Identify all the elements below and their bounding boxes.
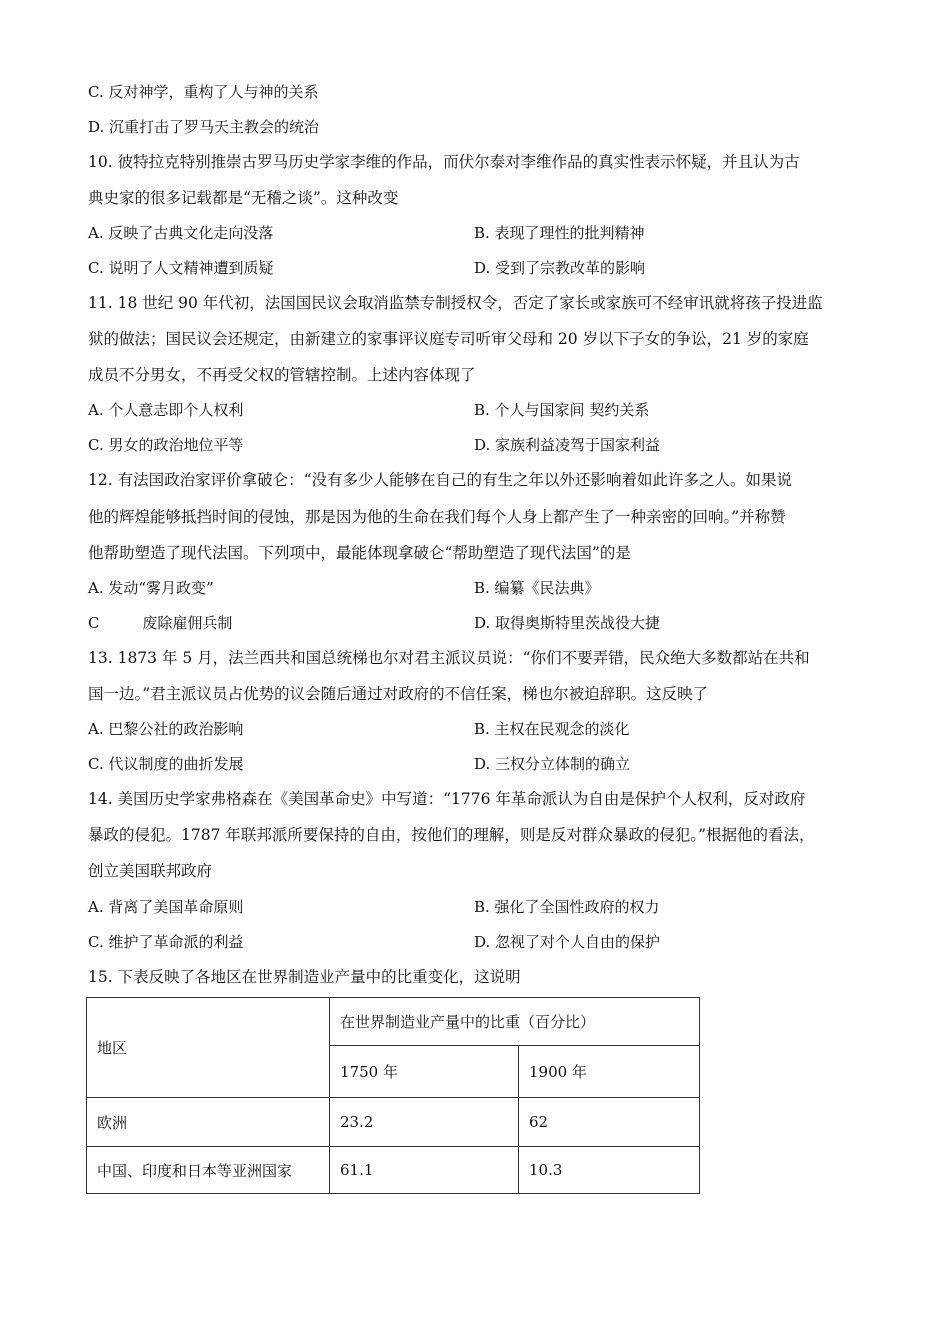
q14-option-a: A. 背离了美国革命原则	[88, 898, 244, 916]
q11-option-b: B. 个人与国家间 契约关系	[474, 401, 650, 419]
q12-stem-line-3: 他帮助塑造了现代法国。下列项中，最能体现拿破仑“帮助塑造了现代法国”的是	[88, 544, 631, 562]
manufacturing-share-table	[86, 997, 700, 1194]
q11-option-d: D. 家族利益凌驾于国家利益	[474, 436, 661, 454]
q10-option-b: B. 表现了理性的批判精神	[474, 224, 645, 242]
q14-stem-line-1: 14. 美国历史学家弗格森在《美国革命史》中写道：“1776 年革命派认为自由是保护个人权利，反对政府	[88, 790, 806, 808]
table-row	[87, 1098, 700, 1147]
header-share: 在世界制造业产量中的比重（百分比）	[330, 998, 700, 1046]
q11-stem-line-2: 狱的做法；国民议会还规定，由新建立的家事评议庭专司听审父母和 20 岁以下子女的争讼，21 岁的家庭	[88, 330, 809, 348]
table-header-row	[87, 998, 700, 1046]
q10-stem-line-2: 典史家的很多记载都是“无稽之谈”。这种改变	[88, 189, 399, 207]
value-1900-cell: 10.3	[519, 1147, 700, 1194]
header-year-1900: 1900 年	[519, 1046, 700, 1098]
q13-stem-line-2: 国一边。”君主派议员占优势的议会随后通过对政府的不信任案，梯也尔被迫辞职。这反映了	[88, 685, 709, 703]
q13-stem-line-1: 13. 1873 年 5 月，法兰西共和国总统梯也尔对君主派议员说：“你们不要弄错，民众绝大多数都站在共和	[88, 649, 810, 667]
q12-option-a: A. 发动“雾月政变”	[88, 579, 214, 597]
q12-option-c: C 废除雇佣兵制	[88, 614, 233, 632]
q12-option-d: D. 取得奥斯特里茨战役大捷	[474, 614, 661, 632]
region-cell: 欧洲	[87, 1098, 330, 1147]
q14-stem-line-2: 暴政的侵犯。1787 年联邦派所要保持的自由，按他们的理解，则是反对群众暴政的侵犯。”根据他的看法，	[88, 826, 815, 844]
prev-option-c: C. 反对神学，重构了人与神的关系	[88, 83, 319, 101]
q11-option-a: A. 个人意志即个人权利	[88, 401, 244, 419]
header-year-1750: 1750 年	[330, 1046, 519, 1098]
table-row	[87, 1147, 700, 1194]
prev-option-d: D. 沉重打击了罗马天主教会的统治	[88, 118, 320, 136]
q13-option-b: B. 主权在民观念的淡化	[474, 720, 630, 738]
q11-stem-line-1: 11. 18 世纪 90 年代初，法国国民议会取消监禁专制授权令，否定了家长或家族可不经审讯就将孩子投进监	[88, 294, 823, 312]
q10-option-d: D. 受到了宗教改革的影响	[474, 259, 646, 277]
value-1750-cell: 23.2	[330, 1098, 519, 1147]
region-cell: 中国、印度和日本等亚洲国家	[87, 1147, 330, 1194]
q10-option-a: A. 反映了古典文化走向没落	[88, 224, 274, 242]
value-1750-cell: 61.1	[330, 1147, 519, 1194]
q12-stem-line-2: 他的辉煌能够抵挡时间的侵蚀，那是因为他的生命在我们每个人身上都产生了一种亲密的回响。”并称赞	[88, 508, 786, 526]
q14-option-c: C. 维护了革命派的利益	[88, 933, 244, 951]
header-region: 地区	[87, 998, 330, 1098]
q14-option-d: D. 忽视了对个人自由的保护	[474, 933, 661, 951]
q14-stem-line-3: 创立美国联邦政府	[88, 862, 213, 880]
q10-stem-line-1: 10. 彼特拉克特别推崇古罗马历史学家李维的作品，而伏尔泰对李维作品的真实性表示怀疑，并且认为古	[88, 153, 800, 171]
q13-option-d: D. 三权分立体制的确立	[474, 755, 631, 773]
q14-option-b: B. 强化了全国性政府的权力	[474, 898, 660, 916]
q15-stem: 15. 下表反映了各地区在世界制造业产量中的比重变化，这说明	[88, 968, 521, 986]
q13-option-a: A. 巴黎公社的政治影响	[88, 720, 244, 738]
q12-option-b: B. 编纂《民法典》	[474, 579, 600, 597]
q13-option-c: C. 代议制度的曲折发展	[88, 755, 244, 773]
q11-option-c: C. 男女的政治地位平等	[88, 436, 244, 454]
q10-option-c: C. 说明了人文精神遭到质疑	[88, 259, 274, 277]
q11-stem-line-3: 成员不分男女，不再受父权的管辖控制。上述内容体现了	[88, 366, 476, 384]
q12-stem-line-1: 12. 有法国政治家评价拿破仑：“没有多少人能够在自己的有生之年以外还影响着如此许多之人。如果说	[88, 471, 793, 489]
value-1900-cell: 62	[519, 1098, 700, 1147]
